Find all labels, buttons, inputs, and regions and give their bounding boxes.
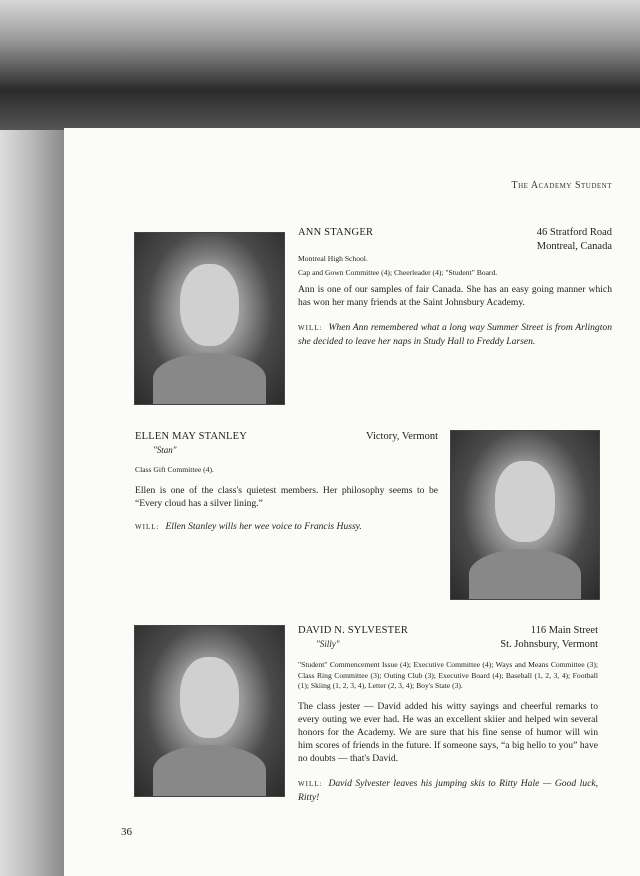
student-name: DAVID N. SYLVESTER xyxy=(298,625,409,636)
will-text: When Ann remembered what a long way Summer Street is from Arlington she decided to leave her naps in Study Hall to Freddy Larsen. xyxy=(298,322,612,347)
activities: Class Gift Committee (4). xyxy=(135,465,214,474)
scan-shadow xyxy=(0,130,64,876)
address-line: Montreal, Canada xyxy=(536,241,612,252)
will-label: WILL: xyxy=(135,522,160,531)
entry-ellen-may-stanley xyxy=(135,430,438,534)
nickname: "Silly" xyxy=(316,639,340,649)
activities: "Student" Commencement Issue (4); Executive Committee (4); Ways and Means Committee (3); Class Ring Committee (3); Outing Club (3); Executive Board (4); Baseball (1, 2, 3, 4); Football (1); Skiing (1, 2, 3, 4), Letter (2, 3, 4); Boy's State (3). xyxy=(298,660,598,690)
running-header: The Academy Student xyxy=(511,180,612,191)
portrait-david-sylvester xyxy=(134,625,285,797)
activities: Cap and Gown Committee (4); Cheerleader (4); "Student" Board. xyxy=(298,267,498,277)
student-name: ANN STANGER xyxy=(298,227,374,238)
student-name: ELLEN MAY STANLEY xyxy=(135,431,248,442)
will-label: WILL: xyxy=(298,779,323,788)
bio: Ann is one of our samples of fair Canada. She has an easy going manner which has won her many friends at the Saint Johnsbury Academy. xyxy=(298,284,612,308)
portrait-ann-stanger xyxy=(134,232,285,405)
will xyxy=(135,520,438,534)
bio: Ellen is one of the class's quietest members. Her philosophy seems to be “Every cloud has a silver lining.” xyxy=(135,484,438,509)
page-number: 36 xyxy=(121,826,132,838)
will xyxy=(298,321,612,348)
address: Victory, Vermont xyxy=(366,431,438,442)
bio: The class jester — David added his witty sayings and cheerful remarks to every outing we ever had. He was an excellent skiier and helped win several honors for the Academy. We are sure that his fine sense of humor will win him scores of friends in the future. If someone says, “a big hello to you” have no doubts — that's David. xyxy=(298,700,598,764)
address-line: 46 Stratford Road xyxy=(536,227,612,238)
portrait-ellen-may-stanley xyxy=(450,430,600,600)
will-label: WILL: xyxy=(298,324,323,332)
will-text: Ellen Stanley wills her wee voice to Francis Hussy. xyxy=(165,520,362,532)
will-text: David Sylvester leaves his jumping skis to Ritty Hale — Good luck, Ritty! xyxy=(298,777,598,803)
will xyxy=(298,777,598,804)
nickname: "Stan" xyxy=(153,445,177,455)
entry-david-sylvester xyxy=(298,624,598,804)
address xyxy=(537,226,612,254)
entry-ann-stanger xyxy=(298,226,612,348)
school: Montreal High School. xyxy=(298,254,368,263)
address-line: St. Johnsbury, Vermont xyxy=(500,639,598,650)
address-line: 116 Main Street xyxy=(530,625,598,636)
